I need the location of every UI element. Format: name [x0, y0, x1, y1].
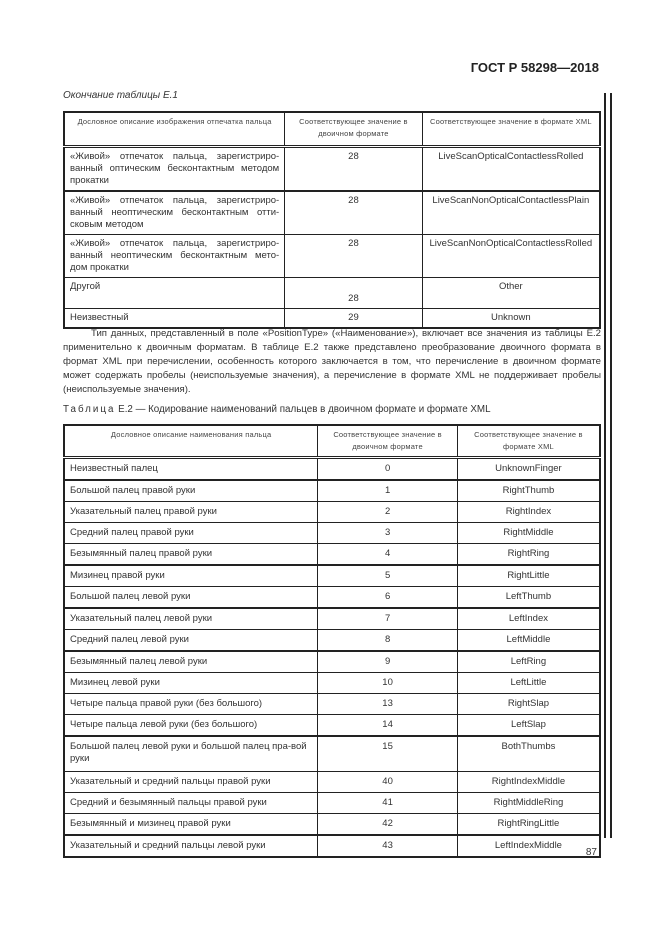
cell-xml: LeftIndex	[457, 608, 600, 630]
cell-binary: 2	[318, 502, 458, 523]
cell-xml: RightIndexMiddle	[457, 772, 600, 793]
cell-binary: 29	[285, 309, 422, 329]
cell-binary: 6	[318, 587, 458, 609]
table-row	[64, 793, 600, 814]
table-row	[64, 309, 600, 329]
table-row	[64, 772, 600, 793]
cell-xml: RightLittle	[457, 565, 600, 587]
cell-xml: RightMiddle	[457, 523, 600, 544]
cell-binary: 28	[285, 147, 422, 192]
table-row	[64, 565, 600, 587]
cell-description: Указательный палец левой руки	[64, 608, 318, 630]
cell-description: Мизинец правой руки	[64, 565, 318, 587]
cell-description: Безымянный палец левой руки	[64, 651, 318, 673]
cell-binary: 5	[318, 565, 458, 587]
cell-xml: Unknown	[422, 309, 600, 329]
document-code: ГОСТ Р 58298—2018	[470, 60, 599, 75]
cell-binary: 1	[318, 480, 458, 502]
cell-description: «Живой» отпечаток пальца, зарегистриро-ванный оптическим бесконтактным методом прокатки	[64, 147, 285, 192]
cell-description: Безымянный палец правой руки	[64, 544, 318, 566]
table-row	[64, 235, 600, 278]
cell-xml: BothThumbs	[457, 736, 600, 772]
cell-description: Неизвестный	[64, 309, 285, 329]
cell-xml: RightIndex	[457, 502, 600, 523]
cell-description: Четыре пальца левой руки (без большого)	[64, 715, 318, 737]
table2-caption-label: Таблица	[63, 404, 116, 415]
column-header-description: Дословное описание изображения отпечатка пальца	[64, 112, 285, 147]
column-header-binary: Соответствующее значение в двоичном формате	[318, 425, 458, 458]
cell-xml: Other	[422, 278, 600, 309]
cell-xml: LeftMiddle	[457, 630, 600, 652]
table-row	[64, 835, 600, 857]
cell-description: Безымянный и мизинец правой руки	[64, 814, 318, 836]
table-row	[64, 630, 600, 652]
column-header-xml: Соответствующее значение в формате XML	[457, 425, 600, 458]
cell-description: Средний палец правой руки	[64, 523, 318, 544]
cell-xml: RightRing	[457, 544, 600, 566]
cell-description: Большой палец левой руки	[64, 587, 318, 609]
table-header-row	[64, 425, 600, 458]
cell-description: Указательный и средний пальцы правой руки	[64, 772, 318, 793]
table-row	[64, 523, 600, 544]
table-header-row	[64, 112, 600, 147]
table-row	[64, 814, 600, 836]
paragraph-text: Тип данных, представленный в поле «PositionType» («Наименование»), включает все значения из таблицы Е.2 применительно к двоичным форматам. В таблице Е.2 также представлено преобразование двоичного формата в формат XML при перечислении, особенность которого заключается в том, что перечисление в двоичном формате может содержать пробелы (неиспользуемые значения), а перечисление в формате XML не поддерживает пробелы (неиспользуемые значения).	[63, 328, 601, 395]
body-paragraph	[63, 327, 601, 397]
cell-binary: 42	[318, 814, 458, 836]
table-row	[64, 480, 600, 502]
column-header-description: Дословное описание наименования пальца	[64, 425, 318, 458]
table-row	[64, 651, 600, 673]
table-row	[64, 587, 600, 609]
page-number: 87	[585, 847, 597, 858]
cell-xml: RightThumb	[457, 480, 600, 502]
table1-caption: Окончание таблицы Е.1	[63, 90, 178, 101]
cell-binary: 8	[318, 630, 458, 652]
cell-description: Мизинец левой руки	[64, 673, 318, 694]
table2-caption-text: Е.2 — Кодирование наименований пальцев в двоичном формате и формате XML	[118, 404, 491, 415]
cell-xml: LiveScanNonOpticalContactlessPlain	[422, 191, 600, 235]
cell-description: Указательный палец правой руки	[64, 502, 318, 523]
cell-xml: LeftIndexMiddle	[457, 835, 600, 857]
cell-binary: 13	[318, 694, 458, 715]
change-bar-marker	[604, 93, 612, 838]
cell-description: Средний и безымянный пальцы правой руки	[64, 793, 318, 814]
table-e1-end	[63, 111, 601, 329]
cell-xml: RightSlap	[457, 694, 600, 715]
cell-description: Средний палец левой руки	[64, 630, 318, 652]
cell-binary: 14	[318, 715, 458, 737]
column-header-xml: Соответствующее значение в формате XML	[422, 112, 600, 147]
cell-xml: RightRingLittle	[457, 814, 600, 836]
cell-binary: 0	[318, 458, 458, 481]
cell-xml: LiveScanOpticalContactlessRolled	[422, 147, 600, 192]
cell-xml: LiveScanNonOpticalContactlessRolled	[422, 235, 600, 278]
table-e2	[63, 424, 601, 858]
table2-caption	[63, 404, 491, 415]
table-row	[64, 608, 600, 630]
cell-description: «Живой» отпечаток пальца, зарегистриро-ванный неоптическим бесконтактным отти-сковым методом	[64, 191, 285, 235]
table-row	[64, 147, 600, 192]
table-row	[64, 673, 600, 694]
cell-binary: 4	[318, 544, 458, 566]
cell-description: Неизвестный палец	[64, 458, 318, 481]
cell-binary: 40	[318, 772, 458, 793]
cell-binary: 28	[285, 235, 422, 278]
cell-binary: 3	[318, 523, 458, 544]
column-header-binary: Соответствующее значение в двоичном формате	[285, 112, 422, 147]
cell-binary: 7	[318, 608, 458, 630]
cell-description: Большой палец правой руки	[64, 480, 318, 502]
cell-description: «Живой» отпечаток пальца, зарегистриро-ванный неоптическим бесконтактным мето-дом прокатки	[64, 235, 285, 278]
table-row	[64, 715, 600, 737]
cell-description: Другой	[64, 278, 285, 309]
cell-xml: LeftRing	[457, 651, 600, 673]
cell-xml: RightMiddleRing	[457, 793, 600, 814]
cell-description: Большой палец левой руки и большой палец пра-вой руки	[64, 736, 318, 772]
table-row	[64, 736, 600, 772]
cell-binary: 15	[318, 736, 458, 772]
table-row	[64, 544, 600, 566]
table-row	[64, 694, 600, 715]
cell-description: Четыре пальца правой руки (без большого)	[64, 694, 318, 715]
cell-binary: 41	[318, 793, 458, 814]
table-row	[64, 458, 600, 481]
table-row	[64, 502, 600, 523]
cell-xml: LeftSlap	[457, 715, 600, 737]
table-row	[64, 278, 600, 309]
cell-binary: 28	[285, 191, 422, 235]
cell-xml: LeftThumb	[457, 587, 600, 609]
cell-binary: 10	[318, 673, 458, 694]
cell-binary: 43	[318, 835, 458, 857]
cell-xml: LeftLittle	[457, 673, 600, 694]
cell-xml: UnknownFinger	[457, 458, 600, 481]
table-row	[64, 191, 600, 235]
cell-binary: 9	[318, 651, 458, 673]
cell-description: Указательный и средний пальцы левой руки	[64, 835, 318, 857]
cell-binary: 28	[285, 278, 422, 309]
